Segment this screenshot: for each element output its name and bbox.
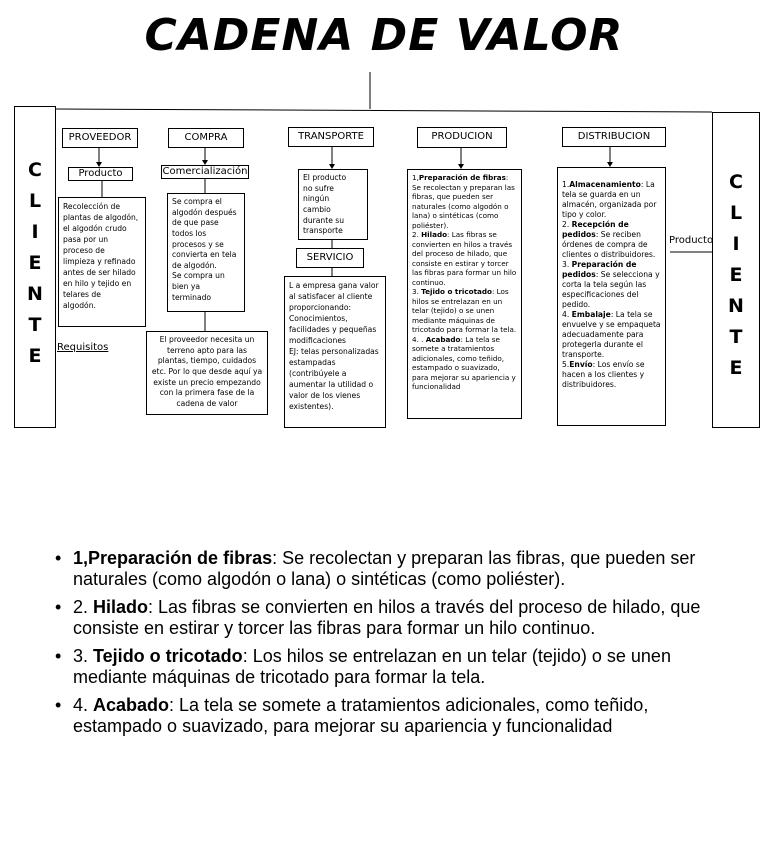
cliente-letter: E	[28, 252, 42, 274]
cliente-letter: I	[732, 233, 740, 255]
produccion-step: 3. Tejido o tricotado: Los hilos se entrelazan en un telar (tejido) o se unen mediante máquinas de tricotado para formar la tela.	[412, 287, 517, 334]
proveedor-description: Recolección de plantas de algodón, el algodón crudo pasa por un proceso de limpieza y refinado antes de ser hilado en hilo y tejido en telares de algodón.	[58, 197, 146, 327]
produccion-step: 4. . Acabado: La tela se somete a tratamientos adicionales, como teñido, estampado o suavizado, para mejorar su apariencia y funcionalidad	[412, 334, 516, 391]
cliente-letter: C	[729, 171, 743, 193]
list-item: • 3. Tejido o tricotado: Los hilos se entrelazan en un telar (tejido) o se unen mediante máquinas de tricotado para formar la tela.	[55, 646, 735, 688]
transporte-description: El producto no sufre ningún cambio durante su transporte	[298, 169, 368, 240]
produccion-step: 2. Hilado: Las fibras se convierten en hilos a través del proceso de hilado, que consiste en estirar y torcer las fibras para formar un hilo continuo.	[412, 230, 517, 287]
cliente-letter: I	[31, 221, 39, 243]
cliente-letter: E	[729, 264, 743, 286]
cliente-left-column	[14, 106, 56, 428]
header-compra: COMPRA	[168, 128, 244, 148]
header-transporte: TRANSPORTE	[288, 127, 374, 147]
requisitos-label: Requisitos	[57, 342, 109, 353]
cliente-letter: E	[729, 357, 743, 379]
distribucion-step: 3. Preparación de pedidos: Se selecciona y corta la tela según las especificaciones del pedido.	[562, 260, 660, 310]
cliente-letter: N	[27, 283, 43, 305]
distribucion-step: 1.Almacenamiento: La tela se guarda en un almacén, organizada por tipo y color.	[562, 180, 657, 220]
subheader-comercializacion: Comercialización	[162, 166, 248, 177]
header-produccion: PRODUCION	[417, 127, 507, 148]
distribucion-step: 4. Embalaje: La tela se envuelve y se empaqueta adecuadamente para protegerla durante el transporte.	[562, 310, 661, 360]
subheader-producto: Producto	[68, 167, 133, 181]
produccion-step: 1,Preparación de fibras: Se recolectan y preparan las fibras, que pueden ser naturales (como algodón o lana) o sintéticas (como poliéster).	[412, 173, 515, 230]
header-distribucion: DISTRIBUCION	[562, 127, 666, 147]
proveedor-note: El proveedor necesita un terreno apto para las plantas, tiempo, cuidados etc. Por lo que desde aquí ya existe un precio empezando con la primera fase de la cadena de valor	[146, 331, 268, 415]
cliente-letter: L	[729, 202, 743, 224]
list-item: • 4. Acabado: La tela se somete a tratamientos adicionales, como teñido, estampado o suavizado, para mejorar su apariencia y funcionalidad	[55, 695, 735, 737]
cliente-letter: N	[728, 295, 744, 317]
cliente-letter: T	[28, 314, 42, 336]
cliente-letter: E	[28, 345, 42, 367]
distribucion-step: 2. Recepción de pedidos: Se reciben órdenes de compra de clientes o distribuidores.	[562, 220, 656, 260]
page-title: CADENA DE VALOR	[144, 10, 624, 61]
produccion-steps	[407, 169, 522, 419]
subheader-servicio: SERVICIO	[296, 248, 364, 268]
compra-description: Se compra el algodón después de que pase todos los procesos y se convierta en tela de algodón. Se compra un bien ya terminado	[167, 193, 245, 312]
producto-right-label: Producto	[669, 235, 714, 246]
cliente-letter: T	[729, 326, 743, 348]
servicio-description: L a empresa gana valor al satisfacer al cliente proporcionando: Conocimientos, facilidades y pequeñas modificaciones EJ: telas personalizadas estampadas (contribúyele a aumentar la utilidad o valor de los vienes existentes).	[284, 276, 386, 428]
list-item: • 1,Preparación de fibras: Se recolectan y preparan las fibras, que pueden ser naturales (como algodón o lana) o sintéticas (como poliéster).	[55, 548, 735, 590]
distribucion-step: 5.Envío: Los envío se hacen a los clientes y distribuidores.	[562, 360, 645, 390]
bullet-list	[55, 548, 735, 744]
cliente-letter: C	[28, 159, 42, 181]
list-item: • 2. Hilado: Las fibras se convierten en hilos a través del proceso de hilado, que consiste en estirar y torcer las fibras para formar un hilo continuo.	[55, 597, 735, 639]
distribucion-steps	[557, 167, 666, 426]
cliente-right-column	[712, 112, 760, 428]
header-proveedor: PROVEEDOR	[62, 128, 138, 148]
cliente-letter: L	[28, 190, 42, 212]
